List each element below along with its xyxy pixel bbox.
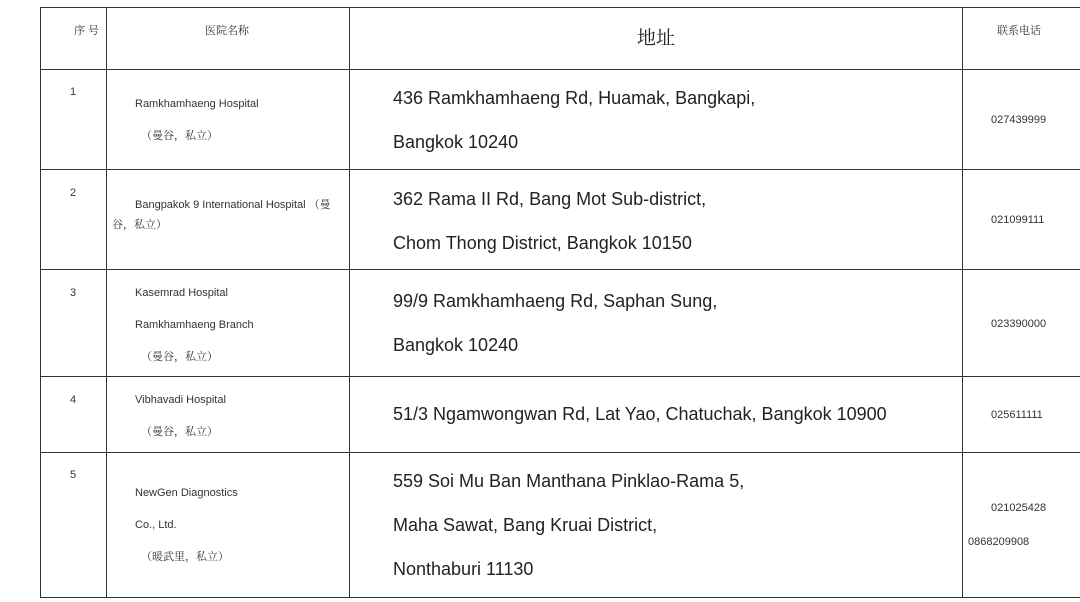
address-line: 436 Ramkhamhaeng Rd, Huamak, Bangkapi, xyxy=(393,88,756,108)
hospital-address xyxy=(393,177,706,265)
phone-number: 025611111 xyxy=(991,409,1043,421)
row-divider xyxy=(40,376,1080,377)
header-index: 序 号 xyxy=(74,25,100,37)
column-divider xyxy=(349,7,350,598)
table-border-left xyxy=(40,7,41,598)
hospital-name xyxy=(112,195,348,235)
hospital-name xyxy=(135,88,259,152)
row-divider xyxy=(40,69,1080,70)
header-hospital-name: 医院名称 xyxy=(205,25,249,37)
header-address: 地址 xyxy=(637,28,676,49)
hospital-name xyxy=(135,477,238,573)
row-index: 4 xyxy=(70,394,77,406)
row-divider xyxy=(40,269,1080,270)
hospital-table xyxy=(40,7,1080,598)
address-line: Chom Thong District, Bangkok 10150 xyxy=(393,233,692,253)
phone-number: 021099111 xyxy=(991,214,1045,226)
row-divider xyxy=(40,169,1080,170)
table-border-top xyxy=(40,7,1080,8)
row-index: 2 xyxy=(70,187,77,199)
hospital-name-line: （曼谷，私立） xyxy=(141,351,218,363)
column-divider xyxy=(962,7,963,598)
hospital-name-line: Kasemrad Hospital xyxy=(135,287,228,299)
hospital-name-line: Ramkhamhaeng Branch xyxy=(135,319,254,331)
phone-number: 021025428 xyxy=(991,502,1047,514)
header-phone: 联系电话 xyxy=(997,25,1041,37)
address-line: Maha Sawat, Bang Kruai District, xyxy=(393,515,658,535)
address-line: Nonthaburi 11130 xyxy=(393,559,534,579)
phone-number: 027439999 xyxy=(991,114,1047,126)
hospital-name-line: NewGen Diagnostics xyxy=(135,487,238,499)
address-line: 559 Soi Mu Ban Manthana Pinklao-Rama 5, xyxy=(393,471,745,491)
row-index: 3 xyxy=(70,287,77,299)
address-line: 362 Rama II Rd, Bang Mot Sub-district, xyxy=(393,189,707,209)
hospital-name-line: 谷，私立） xyxy=(112,219,167,231)
phone-number: 0868209908 xyxy=(968,536,1030,548)
hospital-address xyxy=(393,392,887,436)
column-divider xyxy=(106,7,107,598)
hospital-address xyxy=(393,76,755,164)
hospital-name-line: （曼谷，私立） xyxy=(141,426,218,438)
hospital-name-line: （曼谷，私立） xyxy=(141,130,218,142)
phone-number: 023390000 xyxy=(991,318,1047,330)
hospital-address xyxy=(393,459,744,591)
table-border-bottom xyxy=(40,597,1080,598)
row-index: 5 xyxy=(70,469,77,481)
hospital-name-line: Ramkhamhaeng Hospital xyxy=(135,98,259,110)
address-line: 99/9 Ramkhamhaeng Rd, Saphan Sung, xyxy=(393,291,718,311)
row-index: 1 xyxy=(70,86,77,98)
hospital-name-line: （暖武里，私立） xyxy=(141,551,229,563)
hospital-name-line: Bangpakok 9 International Hospital （曼 xyxy=(135,199,331,211)
hospital-name-line: Co., Ltd. xyxy=(135,519,177,531)
row-divider xyxy=(40,452,1080,453)
address-line: Bangkok 10240 xyxy=(393,335,519,355)
hospital-address xyxy=(393,279,717,367)
hospital-name xyxy=(135,384,226,448)
hospital-name-line: Vibhavadi Hospital xyxy=(135,394,226,406)
address-line: Bangkok 10240 xyxy=(393,132,519,152)
hospital-name xyxy=(135,277,254,373)
address-line: 51/3 Ngamwongwan Rd, Lat Yao, Chatuchak, Bangkok 10900 xyxy=(393,404,887,424)
